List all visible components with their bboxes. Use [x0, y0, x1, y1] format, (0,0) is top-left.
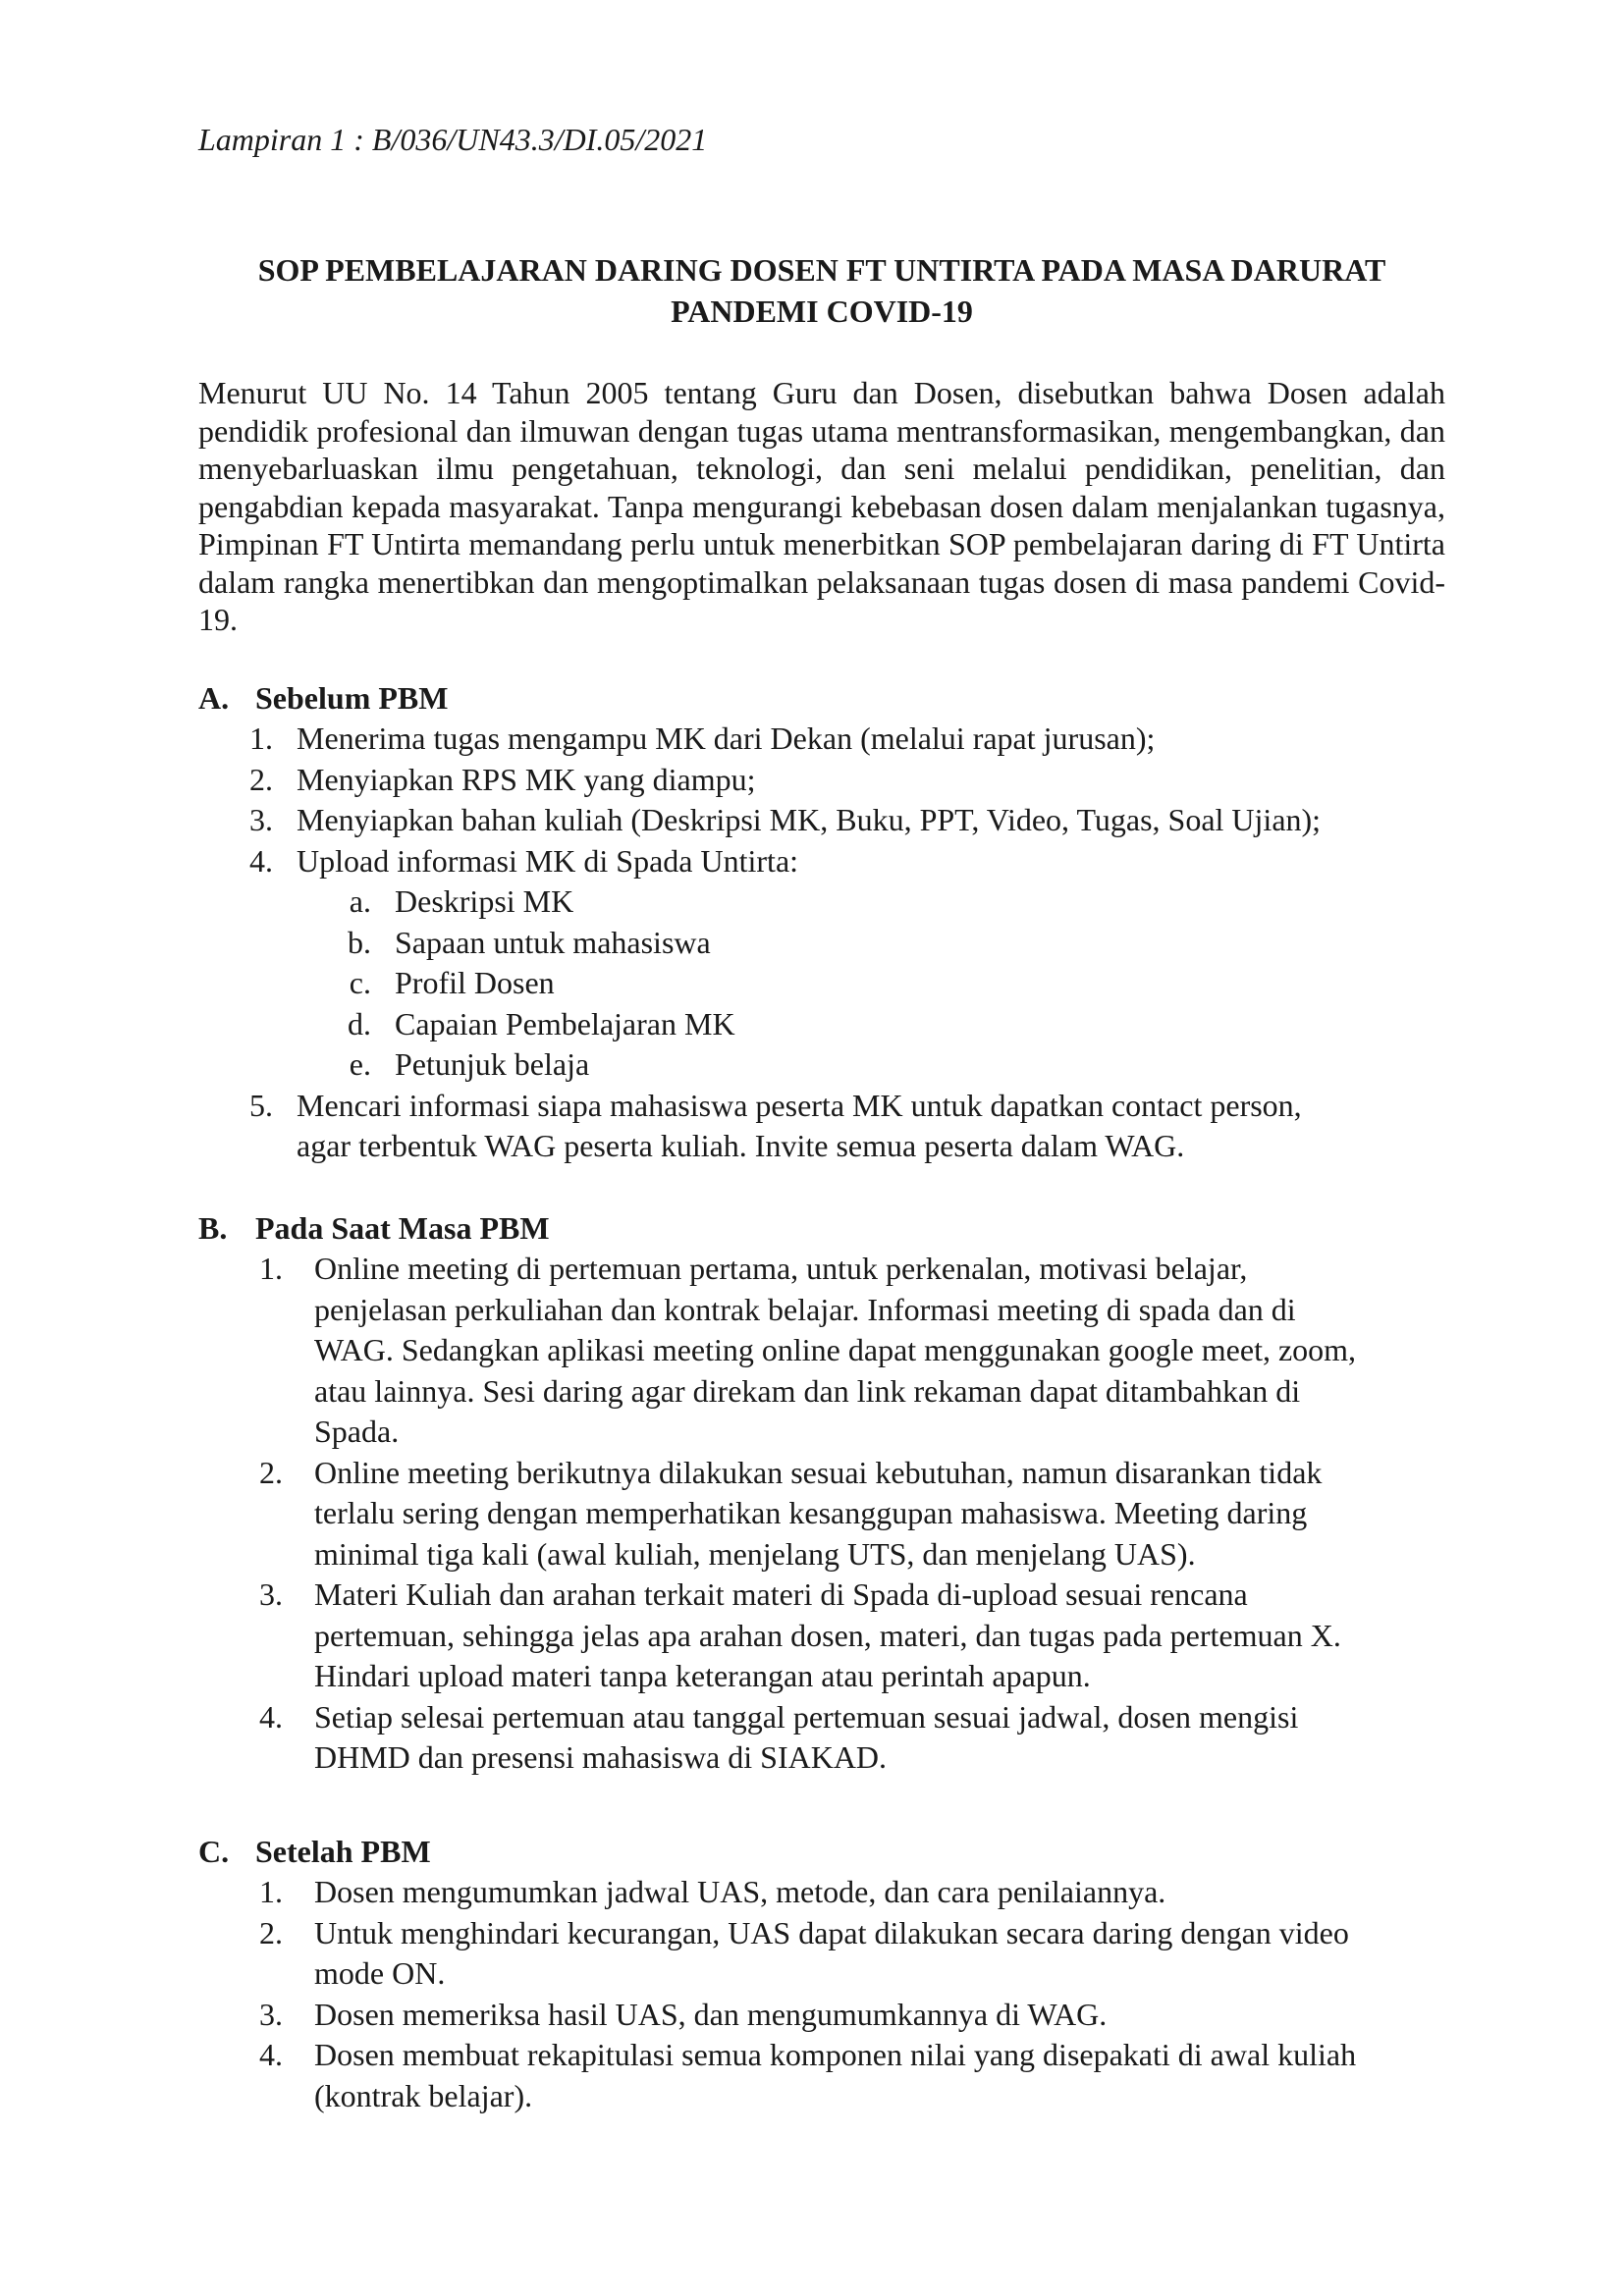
item-text: Dosen membuat rekapitulasi semua komponen nilai yang disepakati di awal kuliah (kontrak belajar). [314, 2037, 1357, 2113]
title-line-1: SOP PEMBELAJARAN DARING DOSEN FT UNTIRTA PADA MASA DARURAT [257, 252, 1386, 288]
section-letter: B. [198, 1210, 228, 1246]
sub-item-text: Sapaan untuk mahasiswa [395, 924, 711, 960]
document-title [198, 249, 1445, 332]
sub-list [342, 881, 1445, 1086]
item-number: 2. [259, 1914, 283, 1950]
list-item [244, 1086, 1445, 1167]
item-text: Online meeting di pertemuan pertama, untuk perkenalan, motivasi belajar, penjelasan perkuliahan dan kontrak belajar. Informasi meeting di spada dan di WAG. Sedangkan aplikasi meeting online dapat menggunakan google meet, zoom, atau lainnya. Sesi daring agar direkam dan link rekaman dapat ditambahkan di Spada. [314, 1251, 1357, 1449]
item-text: Online meeting berikutnya dilakukan sesuai kebutuhan, namun disarankan tidak terlalu sering dengan memperhatikan kesanggupan mahasiswa. Meeting daring minimal tiga kali (awal kuliah, menjelang UTS, dan menjelang UAS). [314, 1454, 1323, 1572]
item-number: 4. [259, 1698, 283, 1735]
item-number: 5. [249, 1087, 273, 1123]
item-number: 3. [259, 1996, 283, 2032]
sub-list-item [342, 923, 1445, 964]
list-item [253, 2035, 1445, 2116]
sub-item-letter: c. [349, 965, 371, 1000]
sub-item-text: Profil Dosen [395, 965, 555, 1000]
item-number: 4. [259, 2037, 283, 2072]
list-item [253, 1995, 1445, 2036]
item-text: Dosen memeriksa hasil UAS, dan mengumumkannya di WAG. [314, 1996, 1108, 2032]
section-during-pbm [198, 1207, 1445, 1779]
list-item [244, 719, 1445, 760]
item-text: Menyiapkan bahan kuliah (Deskripsi MK, Buku, PPT, Video, Tugas, Soal Ujian); [297, 802, 1322, 837]
item-number: 3. [249, 802, 273, 837]
list-item [253, 1575, 1445, 1697]
item-text: Setiap selesai pertemuan atau tanggal pertemuan sesuai jadwal, dosen mengisi DHMD dan presensi mahasiswa di SIAKAD. [314, 1698, 1299, 1775]
section-letter: C. [198, 1834, 230, 1869]
sub-item-letter: e. [349, 1046, 371, 1082]
section-title: Setelah PBM [255, 1834, 431, 1869]
sub-item-text: Petunjuk belaja [395, 1046, 590, 1082]
item-number: 2. [249, 761, 273, 797]
section-title: Sebelum PBM [255, 680, 449, 716]
sub-item-letter: b. [348, 924, 371, 960]
item-number: 4. [249, 842, 273, 879]
section-list [244, 719, 1445, 1167]
section-after-pbm [198, 1831, 1445, 2116]
section-heading [198, 1831, 1445, 1872]
item-text: Untuk menghindari kecurangan, UAS dapat dilakukan secara daring dengan video mode ON. [314, 1914, 1349, 1991]
section-list [253, 1872, 1445, 2116]
section-heading [198, 1207, 1445, 1249]
attachment-reference: Lampiran 1 : B/036/UN43.3/DI.05/2021 [198, 122, 708, 157]
item-text: Menyiapkan RPS MK yang diampu; [297, 761, 756, 797]
section-list [253, 1249, 1445, 1779]
sub-list-item [342, 881, 1445, 923]
sub-list-item [342, 1004, 1445, 1045]
item-text: Upload informasi MK di Spada Untirta: [297, 842, 799, 879]
item-text: Dosen mengumumkan jadwal UAS, metode, dan cara penilaiannya. [314, 1874, 1166, 1909]
sub-item-text: Capaian Pembelajaran MK [395, 1005, 735, 1041]
item-number: 1. [259, 1874, 283, 1909]
list-item [253, 1913, 1445, 1995]
section-before-pbm [198, 677, 1445, 1167]
intro-paragraph: Menurut UU No. 14 Tahun 2005 tentang Guru dan Dosen, disebutkan bahwa Dosen adalah pendidik profesional dan ilmuwan dengan tugas utama mentransformasikan, mengembangkan, dan menyebarluaskan ilmu pengetahuan, teknologi, dan seni melalui pendidikan, penelitian, dan pengabdian kepada masyarakat. Tanpa mengurangi kebebasan dosen dalam menjalankan tugasnya, Pimpinan FT Untirta memandang perlu untuk menerbitkan SOP pembelajaran daring di FT Untirta dalam rangka menertibkan dan mengoptimalkan pelaksanaan tugas dosen di masa pandemi Covid-19. [198, 375, 1445, 637]
list-item [253, 1872, 1445, 1913]
list-item [253, 1249, 1445, 1453]
item-number: 2. [259, 1454, 283, 1490]
list-item [244, 800, 1445, 841]
list-item [244, 760, 1445, 801]
item-text: Menerima tugas mengampu MK dari Dekan (melalui rapat jurusan); [297, 721, 1156, 756]
sub-list-item [342, 963, 1445, 1004]
list-item [253, 1453, 1445, 1575]
section-heading [198, 677, 1445, 719]
title-line-2: PANDEMI COVID-19 [671, 294, 973, 329]
section-letter: A. [198, 680, 230, 716]
item-number: 1. [259, 1251, 283, 1286]
section-title: Pada Saat Masa PBM [255, 1210, 550, 1246]
list-item [244, 841, 1445, 1086]
sub-list-item [342, 1044, 1445, 1086]
item-text: Mencari informasi siapa mahasiswa peserta MK untuk dapatkan contact person, agar terbentuk WAG peserta kuliah. Invite semua peserta dalam WAG. [297, 1087, 1302, 1163]
sub-item-letter: a. [349, 883, 371, 919]
item-number: 1. [249, 721, 273, 756]
list-item [253, 1697, 1445, 1779]
item-number: 3. [259, 1576, 283, 1612]
sub-item-letter: d. [348, 1005, 371, 1041]
item-text: Materi Kuliah dan arahan terkait materi di Spada di-upload sesuai rencana pertemuan, sehingga jelas apa arahan dosen, materi, dan tugas pada pertemuan X. Hindari upload materi tanpa keterangan atau perintah apapun. [314, 1576, 1341, 1693]
sub-item-text: Deskripsi MK [395, 883, 574, 919]
